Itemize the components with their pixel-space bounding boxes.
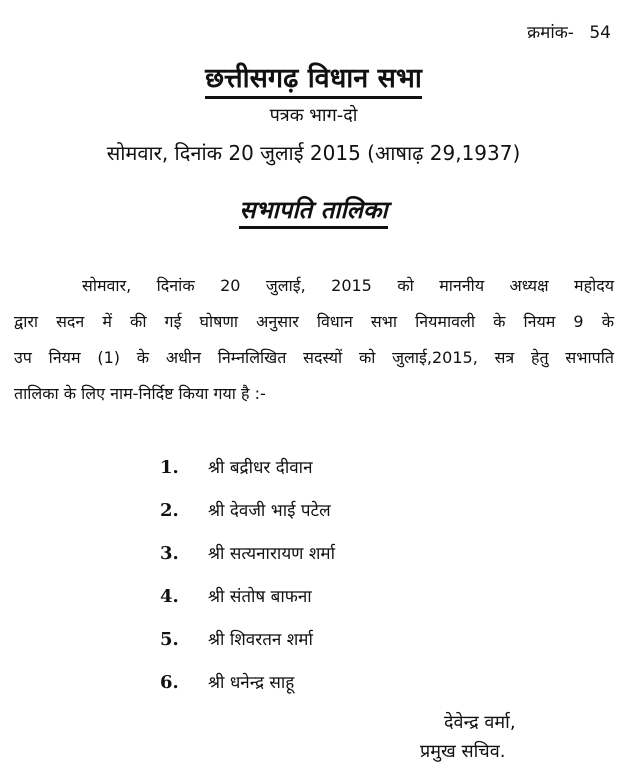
list-item xyxy=(160,627,313,650)
member-name: श्री बद्रीधर दीवान xyxy=(208,458,313,478)
list-item xyxy=(160,455,313,478)
list-item xyxy=(160,498,331,521)
title-text: छत्तीसगढ़ विधान सभा xyxy=(205,63,422,99)
paragraph-line: द्वारा सदन में की गई घोषणा अनुसार विधान सभा नियमावली के नियम 9 के xyxy=(14,312,614,331)
member-name: श्री धनेन्द्र साहू xyxy=(208,673,295,693)
document-subtitle xyxy=(0,193,627,226)
document-part: पत्रक भाग-दो xyxy=(269,105,358,126)
signatory-designation: प्रमुख सचिव. xyxy=(420,741,506,762)
document-title xyxy=(0,58,627,95)
item-number: 6. xyxy=(160,672,179,693)
date-line: सोमवार, दिनांक 20 जुलाई 2015 (आषाढ़ 29,1937) xyxy=(106,141,521,165)
body-paragraph xyxy=(14,268,614,412)
paragraph-line: तालिका के लिए नाम-निर्दिष्ट किया गया है :- xyxy=(14,384,266,403)
item-number: 4. xyxy=(160,586,179,607)
list-item xyxy=(160,670,294,693)
item-number: 3. xyxy=(160,543,179,564)
member-name: श्री देवजी भाई पटेल xyxy=(208,501,331,521)
member-name: श्री सत्यनारायण शर्मा xyxy=(208,544,336,564)
paragraph-line: सोमवार, दिनांक 20 जुलाई, 2015 को माननीय अध्यक्ष महोदय xyxy=(82,276,614,295)
list-item xyxy=(160,541,335,564)
serial-label: क्रमांक- xyxy=(527,23,574,43)
member-name: श्री संतोष बाफना xyxy=(208,587,312,607)
item-number: 2. xyxy=(160,500,179,521)
serial-number xyxy=(527,20,611,43)
serial-value: 54 xyxy=(589,23,611,43)
signatory-name: देवेन्द्र वर्मा, xyxy=(444,712,516,733)
subtitle-text: सभापति तालिका xyxy=(239,196,387,229)
member-name: श्री शिवरतन शर्मा xyxy=(208,630,313,650)
paragraph-line: उप नियम (1) के अधीन निम्नलिखित सदस्यों को जुलाई,2015, सत्र हेतु सभापति xyxy=(14,348,614,367)
item-number: 1. xyxy=(160,457,179,478)
item-number: 5. xyxy=(160,629,179,650)
list-item xyxy=(160,584,312,607)
